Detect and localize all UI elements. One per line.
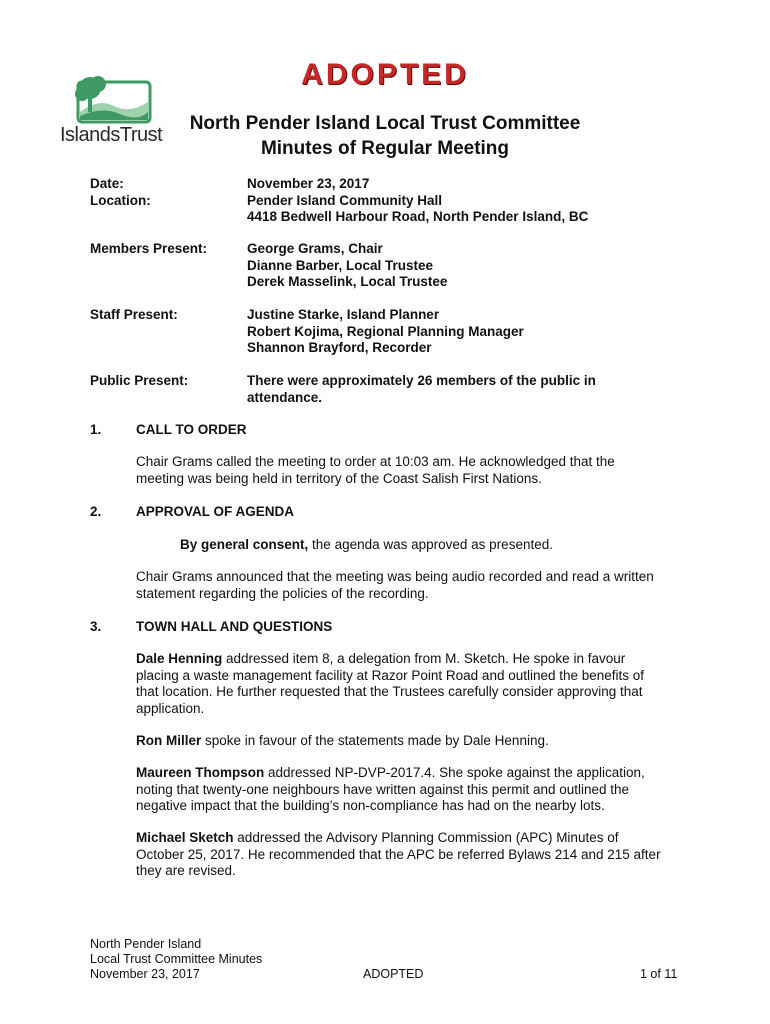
paragraph-line: application. [136,700,205,716]
paragraph-line: Chair Grams called the meeting to order at 10:03 am. He acknowledged that the [136,454,615,469]
staff-item: Robert Kojima, Regional Planning Manager [247,323,524,339]
paragraph-text: addressed the Advisory Planning Commission (APC) Minutes of [233,830,619,845]
paragraph-line [180,537,740,554]
speaker-name: Michael Sketch [136,830,234,845]
section-heading: TOWN HALL AND QUESTIONS [136,619,333,634]
page-number: 1 of 11 [640,967,678,981]
paragraph-line: negative impact that the building’s non-compliance has had on the nearby lots. [136,798,605,813]
maureen-thompson-paragraph [136,765,696,815]
meeting-address: 4418 Bedwell Harbour Road, North Pender Island, BC [247,209,589,224]
section-number: 3. [90,619,102,634]
footer-status: ADOPTED [363,967,424,981]
consent-rest: the agenda was approved as presented. [308,537,553,552]
staff-item: Justine Starke, Island Planner [247,307,440,322]
call-to-order-paragraph [136,454,696,487]
footer-line: Local Trust Committee Minutes [90,952,263,966]
paragraph-line [136,830,696,847]
paragraph-line: noting that twenty-one neighbours have written against this permit and outlined the [136,781,630,797]
members-label: Members Present: [90,241,208,256]
michael-sketch-paragraph [136,830,696,880]
section-number: 2. [90,504,102,519]
section-heading: APPROVAL OF AGENDA [136,504,295,519]
paragraph-line: placing a waste management facility at Razor Point Road and outlined the benefits of [136,667,645,683]
meeting-venue: Pender Island Community Hall [247,192,443,208]
adopted-stamp: ADOPTED [301,58,469,91]
staff-label: Staff Present: [90,307,178,322]
paragraph-line [136,765,696,782]
staff-item: Shannon Brayford, Recorder [247,340,432,355]
section-number: 1. [90,422,102,437]
minutes-title: Minutes of Regular Meeting [260,138,510,159]
ron-miller-paragraph [136,733,696,750]
paragraph-text: addressed item 8, a delegation from M. Sketch. He spoke in favour [222,651,626,666]
paragraph-text: addressed NP-DVP-2017.4. She spoke against the application, [264,765,645,780]
member-item: George Grams, Chair [247,241,383,256]
paragraph-line [136,651,696,668]
footer-document-info [90,937,262,982]
public-text [247,373,667,406]
location-label: Location: [90,192,151,208]
dale-henning-paragraph [136,651,696,717]
date-location-labels [90,176,245,209]
agenda-paragraph [136,569,696,602]
speaker-name: Dale Henning [136,651,223,666]
paragraph-line: meeting was being held in territory of the Coast Salish First Nations. [136,470,542,486]
section-heading: CALL TO ORDER [136,422,247,437]
paragraph-line: October 25, 2017. He recommended that the APC be referred Bylaws 214 and 215 after [136,846,661,862]
speaker-name: Maureen Thompson [136,765,265,780]
public-line: attendance. [247,389,323,405]
staff-list [247,307,667,357]
public-line: There were approximately 26 members of the public in [247,373,596,388]
committee-title: North Pender Island Local Trust Committee [189,113,581,134]
paragraph-line: Chair Grams announced that the meeting was being audio recorded and read a written [136,569,654,584]
paragraph-line [136,733,696,750]
members-list [247,241,667,291]
public-label: Public Present: [90,373,189,388]
speaker-name: Ron Miller [136,733,202,748]
member-item: Dianne Barber, Local Trustee [247,257,434,273]
logo-wordmark: IslandsTrust [60,124,163,146]
member-item: Derek Masselink, Local Trustee [247,274,448,289]
footer-line: November 23, 2017 [90,967,200,981]
date-label: Date: [90,176,124,191]
consent-bold: By general consent, [180,537,309,552]
paragraph-line: that location. He further requested that the Trustees carefully consider approving that [136,684,643,699]
paragraph-line: statement regarding the policies of the recording. [136,585,429,601]
agenda-resolution [180,537,740,554]
paragraph-line: they are revised. [136,863,236,878]
paragraph-text: spoke in favour of the statements made by Dale Henning. [201,733,549,748]
date-location-values [247,176,667,226]
footer-line: North Pender Island [90,937,202,951]
meeting-date: November 23, 2017 [247,176,370,191]
